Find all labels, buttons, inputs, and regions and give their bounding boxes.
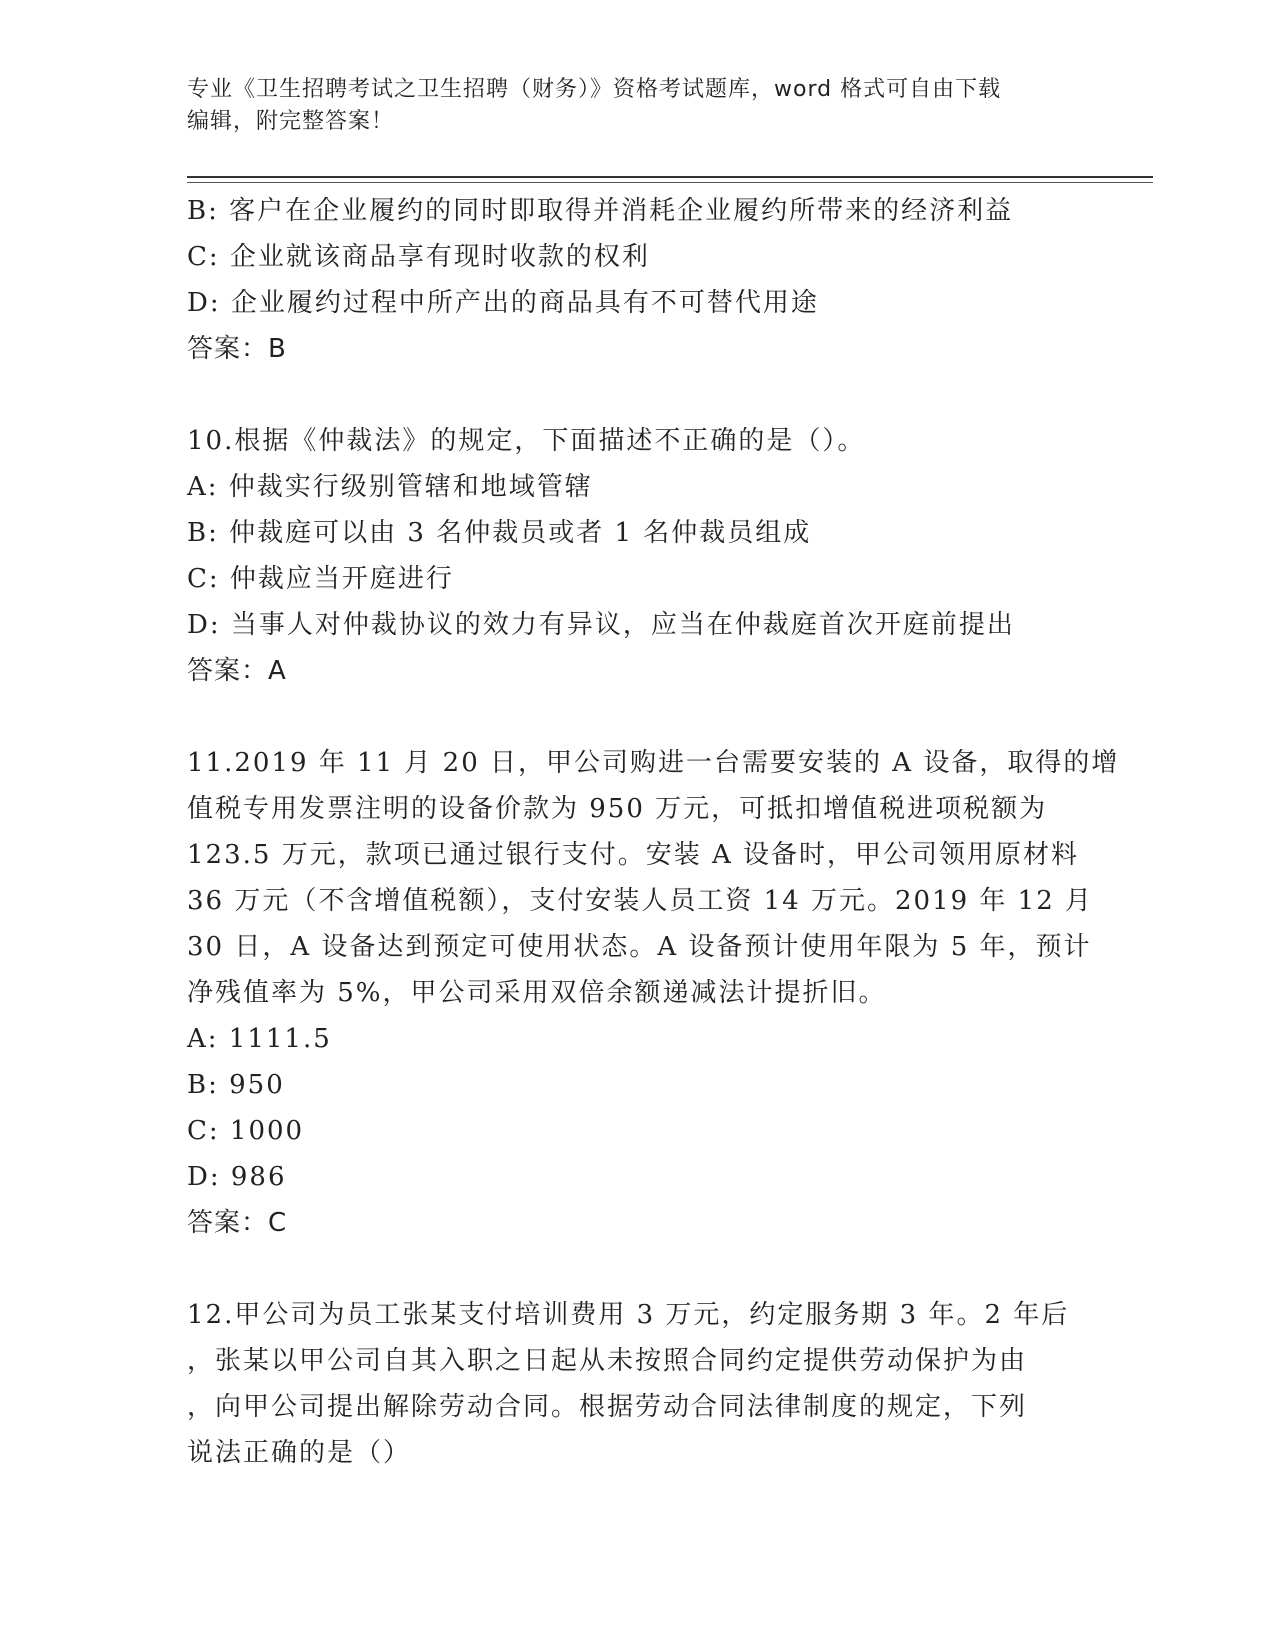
option-c: C: 企业就该商品享有现时收款的权利 <box>187 242 650 272</box>
question-12 <box>187 1292 1087 1476</box>
header-divider-thin <box>187 182 1153 183</box>
option-b: B: 仲裁庭可以由 3 名仲裁员或者 1 名仲裁员组成 <box>187 518 812 548</box>
option-b: B: 950 <box>187 1070 285 1100</box>
question-spacer <box>187 372 1087 418</box>
question-stem-line: ，向甲公司提出解除劳动合同。根据劳动合同法律制度的规定，下列 <box>187 1392 1028 1422</box>
question-stem-line: 净残值率为 5%，甲公司采用双倍余额递减法计提折旧。 <box>187 978 887 1008</box>
answer-label: 答案：A <box>187 656 287 686</box>
question-spacer <box>187 694 1087 740</box>
option-d: D: 企业履约过程中所产出的商品具有不可替代用途 <box>187 288 819 318</box>
question-stem-line: 11.2019 年 11 月 20 日，甲公司购进一台需要安装的 A 设备，取得的增 <box>187 748 1120 778</box>
question-stem: 10.根据《仲裁法》的规定，下面描述不正确的是（）。 <box>187 426 866 456</box>
question-stem-line: ，张某以甲公司自其入职之日起从未按照合同约定提供劳动保护为由 <box>187 1346 1028 1376</box>
question-content <box>187 188 1120 1476</box>
option-d: D: 986 <box>187 1162 287 1192</box>
answer-label: 答案：B <box>187 334 287 364</box>
document-header <box>187 74 1067 138</box>
question-11 <box>187 740 1120 1246</box>
question-stem-line: 30 日，A 设备达到预定可使用状态。A 设备预计使用年限为 5 年，预计 <box>187 932 1092 962</box>
question-stem-line: 123.5 万元，款项已通过银行支付。安装 A 设备时，甲公司领用原材料 <box>187 840 1080 870</box>
option-d: D: 当事人对仲裁协议的效力有异议，应当在仲裁庭首次开庭前提出 <box>187 610 1015 640</box>
question-stem-line: 36 万元（不含增值税额），支付安装人员工资 14 万元。2019 年 12 月 <box>187 886 1094 916</box>
header-line-1: 专业《卫生招聘考试之卫生招聘（财务）》资格考试题库，word 格式可自由下载 <box>187 77 1002 102</box>
header-line-2: 编辑，附完整答案！ <box>187 109 395 134</box>
question-9 <box>187 188 1087 372</box>
question-spacer <box>187 1246 1087 1292</box>
answer-label: 答案：C <box>187 1208 288 1238</box>
option-c: C: 仲裁应当开庭进行 <box>187 564 454 594</box>
header-divider-thick <box>187 176 1153 178</box>
question-stem-line: 值税专用发票注明的设备价款为 950 万元，可抵扣增值税进项税额为 <box>187 794 1048 824</box>
option-a: A: 仲裁实行级别管辖和地域管辖 <box>187 472 593 502</box>
option-b: B: 客户在企业履约的同时即取得并消耗企业履约所带来的经济利益 <box>187 196 1014 226</box>
option-a: A: 1111.5 <box>187 1024 332 1054</box>
question-10 <box>187 418 1087 694</box>
question-stem-line: 12.甲公司为员工张某支付培训费用 3 万元，约定服务期 3 年。2 年后 <box>187 1300 1070 1330</box>
question-stem-line: 说法正确的是（） <box>187 1438 412 1468</box>
option-c: C: 1000 <box>187 1116 305 1146</box>
